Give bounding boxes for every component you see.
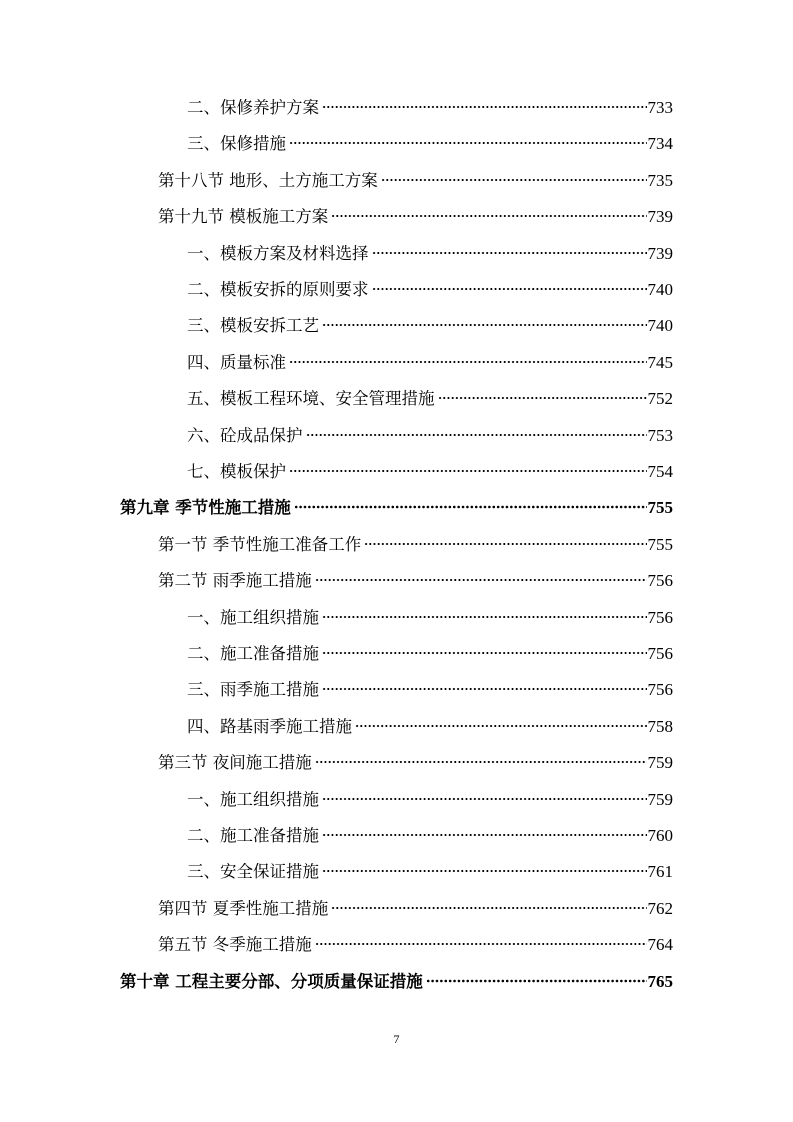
toc-entry-page: 733 (647, 98, 673, 117)
toc-entry-page: 756 (647, 607, 673, 627)
toc-entry-title: 第三节 夜间施工措施 (158, 753, 312, 773)
toc-entry-title: 二、模板安拆的原则要求 (187, 280, 369, 299)
toc-entry-title: 第十九节 模板施工方案 (158, 207, 329, 227)
toc-entry-title: 一、施工组织措施 (187, 607, 319, 627)
toc-subsection-entry[interactable] (187, 709, 673, 745)
toc-entry-title: 第九章 季节性施工措施 (120, 498, 291, 518)
toc-entry-page: 759 (647, 753, 673, 773)
toc-subsection-entry[interactable] (187, 454, 673, 490)
toc-subsection-entry[interactable] (187, 854, 673, 890)
toc-dot-leader (381, 168, 647, 182)
toc-entry-page: 762 (647, 898, 673, 918)
toc-subsection-entry[interactable] (187, 345, 673, 381)
toc-dot-leader (322, 677, 647, 691)
toc-dot-leader (331, 204, 646, 218)
toc-section-entry[interactable] (158, 745, 673, 781)
toc-entry-title: 四、路基雨季施工措施 (187, 716, 352, 736)
toc-entry-page: 735 (647, 170, 673, 190)
toc-section-entry[interactable] (158, 563, 673, 599)
toc-dot-leader (315, 750, 647, 764)
toc-entry-page: 755 (647, 498, 673, 518)
toc-entry-title: 第四节 夏季性施工措施 (158, 898, 329, 918)
toc-entry-title: 二、施工准备措施 (187, 826, 319, 845)
toc-entry-page: 756 (647, 644, 673, 663)
toc-dot-leader (331, 896, 646, 910)
toc-entry-page: 754 (647, 462, 673, 481)
toc-dot-leader (372, 241, 647, 255)
toc-dot-leader (322, 641, 647, 655)
toc-entry-page: 765 (647, 971, 673, 991)
toc-section-entry[interactable] (158, 163, 673, 199)
toc-entry-page: 755 (647, 534, 673, 554)
toc-subsection-entry[interactable] (187, 90, 673, 126)
toc-entry-title: 一、施工组织措施 (187, 789, 319, 809)
toc-entry-title: 三、雨季施工措施 (187, 680, 319, 700)
toc-entry-title: 第五节 冬季施工措施 (158, 935, 312, 955)
toc-subsection-entry[interactable] (187, 126, 673, 162)
toc-entry-page: 759 (647, 789, 673, 809)
toc-dot-leader (322, 859, 647, 873)
toc-entry-title: 第十八节 地形、土方施工方案 (158, 170, 378, 190)
toc-dot-leader (355, 714, 647, 728)
toc-dot-leader (315, 568, 647, 582)
toc-subsection-entry[interactable] (187, 418, 673, 454)
toc-section-entry[interactable] (158, 927, 673, 963)
toc-section-entry[interactable] (158, 527, 673, 563)
toc-entry-page: 734 (647, 134, 673, 154)
toc-subsection-entry[interactable] (187, 672, 673, 708)
toc-section-entry[interactable] (158, 891, 673, 927)
toc-entry-page: 764 (647, 935, 673, 955)
toc-dot-leader (294, 495, 647, 509)
toc-dot-leader (322, 95, 647, 109)
toc-subsection-entry[interactable] (187, 308, 673, 344)
toc-entry-title: 二、施工准备措施 (187, 644, 319, 663)
toc-chapter-entry[interactable] (120, 490, 673, 526)
toc-entry-page: 739 (647, 243, 673, 263)
toc-dot-leader (315, 932, 647, 946)
toc-entry-title: 三、模板安拆工艺 (187, 316, 319, 336)
toc-entry-page: 745 (647, 352, 673, 372)
toc-entry-page: 740 (647, 280, 673, 299)
toc-entry-title: 四、质量标准 (187, 352, 286, 372)
toc-entry-title: 六、砼成品保护 (187, 425, 303, 445)
toc-subsection-entry[interactable] (187, 818, 673, 854)
toc-entry-page: 753 (647, 425, 673, 445)
toc-entry-page: 760 (647, 826, 673, 845)
toc-chapter-entry[interactable] (120, 964, 673, 1000)
toc-entry-page: 758 (647, 716, 673, 736)
toc-dot-leader (322, 823, 647, 837)
toc-entry-page: 752 (647, 389, 673, 409)
toc-entry-title: 五、模板工程环境、安全管理措施 (187, 389, 435, 409)
toc-dot-leader (289, 350, 647, 364)
toc-entry-title: 二、保修养护方案 (187, 98, 319, 117)
toc-dot-leader (426, 969, 647, 983)
toc-entry-page: 761 (647, 862, 673, 882)
toc-subsection-entry[interactable] (187, 272, 673, 308)
toc-entry-title: 第十章 工程主要分部、分项质量保证措施 (120, 971, 423, 991)
toc-subsection-entry[interactable] (187, 236, 673, 272)
toc-dot-leader (289, 131, 647, 145)
toc-dot-leader (322, 313, 647, 327)
toc-entry-title: 三、安全保证措施 (187, 862, 319, 882)
toc-entry-title: 第二节 雨季施工措施 (158, 571, 312, 591)
toc-subsection-entry[interactable] (187, 782, 673, 818)
toc-dot-leader (438, 386, 647, 400)
toc-subsection-entry[interactable] (187, 381, 673, 417)
toc-entry-page: 756 (647, 680, 673, 700)
toc-entry-title: 一、模板方案及材料选择 (187, 243, 369, 263)
toc-dot-leader (322, 605, 647, 619)
toc-dot-leader (322, 787, 647, 801)
toc-entry-title: 第一节 季节性施工准备工作 (158, 534, 362, 554)
page-number: 7 (393, 1032, 400, 1046)
toc-subsection-entry[interactable] (187, 600, 673, 636)
toc-section-entry[interactable] (158, 199, 673, 235)
toc-dot-leader (289, 459, 647, 473)
toc-entry-page: 756 (647, 571, 673, 591)
toc-entry-page: 740 (647, 316, 673, 336)
toc-dot-leader (372, 277, 647, 291)
toc-subsection-entry[interactable] (187, 636, 673, 672)
toc-entry-title: 三、保修措施 (187, 134, 286, 154)
toc-entry-title: 七、模板保护 (187, 462, 286, 481)
toc-dot-leader (306, 423, 647, 437)
toc-dot-leader (364, 532, 646, 546)
toc-entry-page: 739 (647, 207, 673, 227)
